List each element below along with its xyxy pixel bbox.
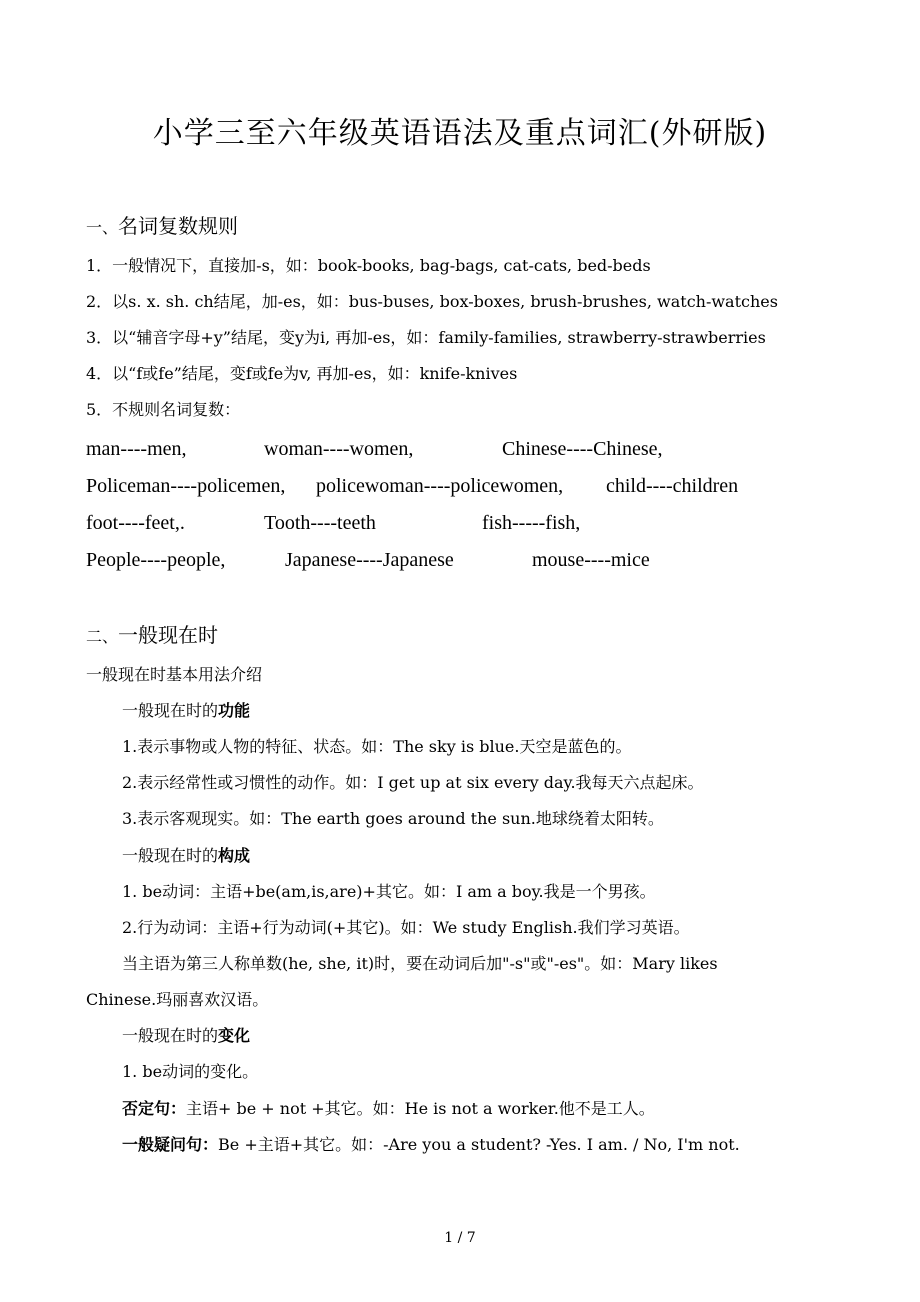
section-heading-present-simple [86, 621, 218, 651]
rule-item: 5．不规则名词复数： [86, 400, 241, 419]
section-number: 一、 [86, 218, 119, 237]
function-item: 1.表示事物或人物的特征、状态。如：The sky is blue.天空是蓝色的。 [122, 737, 632, 756]
page-title: 小学三至六年级英语语法及重点词汇(外研版) [152, 116, 768, 151]
section-heading-plural-rules [86, 212, 238, 242]
irregular-plural: foot----feet,. [86, 512, 185, 534]
rule-item: 1．一般情况下，直接加-s，如：book-books, bag-bags, cat-cats, bed-beds [86, 256, 651, 275]
irregular-plural: fish-----fish, [482, 512, 581, 534]
negative-sentence: 否定句：主语+ be + not +其它。如：He is not a worker.他不是工人。 [122, 1099, 655, 1118]
subheading-changes: 一般现在时的变化 [122, 1026, 251, 1045]
section-title: 一般现在时 [118, 623, 219, 647]
irregular-plural: Policeman----policemen, [86, 475, 286, 497]
irregular-plural: Japanese----Japanese [285, 549, 454, 571]
change-item: 1. be动词的变化。 [122, 1062, 259, 1081]
intro-text: 一般现在时基本用法介绍 [86, 665, 263, 684]
irregular-plural: child----children [606, 475, 739, 497]
rule-item: 2．以s. x. sh. ch结尾，加-es，如：bus-buses, box-boxes, brush-brushes, watch-watches [86, 292, 778, 311]
irregular-plural: Tooth----teeth [264, 512, 376, 534]
irregular-plural: policewoman----policewomen, [316, 475, 564, 497]
page-number: 1 / 7 [444, 1230, 476, 1246]
irregular-plural: woman----women, [264, 438, 414, 460]
section-number: 二、 [86, 627, 119, 646]
third-person-note-cont: Chinese.玛丽喜欢汉语。 [86, 990, 269, 1009]
structure-item: 2.行为动词：主语+行为动词(+其它)。如：We study English.我们学习英语。 [122, 918, 690, 937]
question-sentence: 一般疑问句：Be +主语+其它。如：-Are you a student? -Yes. I am. / No, I'm not. [122, 1135, 740, 1154]
section-title: 名词复数规则 [118, 214, 239, 238]
irregular-plural: Chinese----Chinese, [502, 438, 663, 460]
subheading-structure: 一般现在时的构成 [122, 846, 251, 865]
rule-item: 4．以“f或fe”结尾，变f或fe为v, 再加-es，如：knife-knives [86, 364, 518, 383]
irregular-plural: man----men, [86, 438, 187, 460]
structure-item: 1. be动词：主语+be(am,is,are)+其它。如：I am a boy.我是一个男孩。 [122, 882, 656, 901]
rule-item: 3．以“辅音字母+y”结尾，变y为i, 再加-es，如：family-families, strawberry-strawberries [86, 328, 766, 347]
negative-label: 否定句： [122, 1099, 187, 1118]
function-item: 3.表示客观现实。如：The earth goes around the sun.地球绕着太阳转。 [122, 809, 664, 828]
irregular-plural: People----people, [86, 549, 226, 571]
irregular-plural: mouse----mice [532, 549, 650, 571]
subheading-function: 一般现在时的功能 [122, 701, 251, 720]
function-item: 2.表示经常性或习惯性的动作。如：I get up at six every day.我每天六点起床。 [122, 773, 704, 792]
question-label: 一般疑问句： [122, 1135, 219, 1154]
third-person-note: 当主语为第三人称单数(he, she, it)时，要在动词后加"-s"或"-es"。如：Mary likes [122, 954, 718, 973]
